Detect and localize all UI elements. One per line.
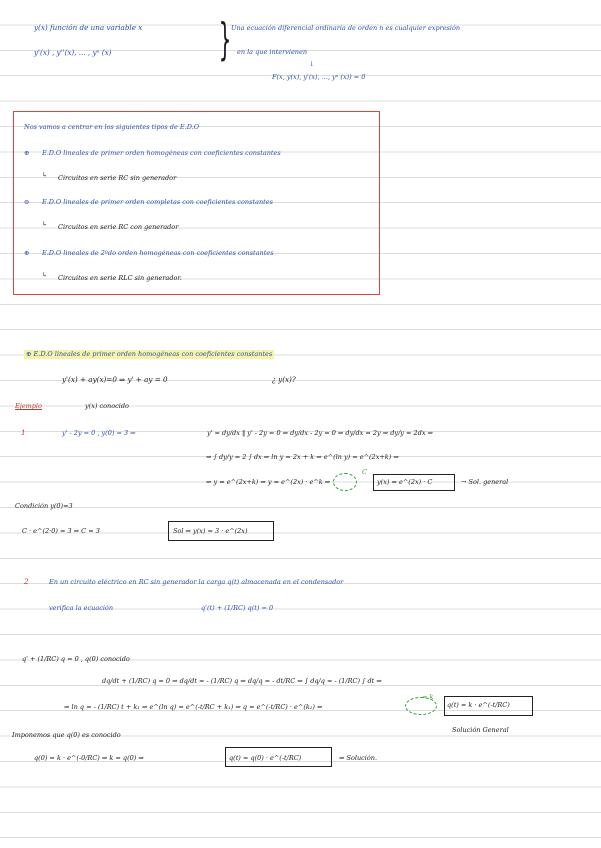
impose-text: Imponemos que q(0) es conocido [12, 731, 121, 739]
condition-equation: C · e^(2·0) = 3 ⇒ C = 3 [22, 527, 100, 535]
intro-arrow: ↓ [309, 60, 315, 68]
solution-2-line-2: dq/dt + (1/RC) q = 0 ⇒ dq/dt = - (1/RC) q ⇒ dq/q = - dt/RC ⇒ ∫ dq/q = - (1/RC) ∫ dt ⇒ [102, 677, 382, 685]
box-item-2-sub: Circuitos en serie RC con generador [58, 223, 179, 231]
box-item-1-sub: Circuitos en serie RC sin generador [58, 174, 177, 182]
final-solution-text: q(t) = q(0) · e^(-t/RC) [229, 754, 302, 762]
example-1-boxed: y(x) = e^(2x) · C [377, 478, 433, 486]
solution-2-line-3: ⇒ ln q = - (1/RC) t + k₁ ⇒ e^(ln q) = e^(-t/RC + k₁) ⇒ q = e^(-t/RC) · e^(k₁) ⇒ [64, 703, 323, 711]
box-item-3-bullet: ⊕ [24, 249, 30, 257]
intro-line2-right: en la que intervienen [237, 48, 308, 56]
constant-k-label: = k [422, 693, 434, 701]
box-item-1-title: E.D.O lineales de primer orden homogéneas con coeficientes constantes [42, 149, 281, 157]
example-2-equation: q'(t) + (1/RC) q(t) = 0 [201, 604, 274, 612]
section-title: ⊕ E.D.O lineales de primer orden homogéneas con coeficientes constantes [26, 350, 273, 358]
example-1-given: y' - 2y = 0 , y(0) = 3 ⇒ [62, 429, 136, 437]
condition-label: Condición y(0)=3 [15, 502, 73, 510]
intro-line3-right: F(x, y(x), y'(x), ..., yⁿ (x)) = 0 [272, 73, 366, 81]
intro-line1-left: y(x) función de una variable x [34, 23, 143, 32]
example-1-row-2: ⇒ ∫ dy/y = 2 ∫ dx ⇒ ln y = 2x + k ⇒ e^(ln y) = e^(2x+k) ⇒ [206, 453, 399, 461]
box-heading: Nos vamos a centrar en los siguientes tipos de E.D.O [24, 123, 200, 131]
box-item-2-arrow: ↳ [42, 220, 48, 228]
box-item-2-title: E.D.O lineales de primer orden completas con coeficientes constantes [42, 198, 273, 206]
box-item-3-title: E.D.O lineales de 2ºdo orden homogéneas con coeficientes constantes [42, 249, 274, 257]
constant-c-label: C [362, 468, 367, 476]
example-1-general-label: → Sol. general [461, 478, 509, 486]
final-equation-b: ⇒ Solución. [339, 754, 378, 762]
curly-brace: } [218, 14, 232, 65]
constant-circle [333, 473, 357, 491]
section-question: ¿ y(x)? [272, 375, 296, 384]
box-item-2-bullet: ⊖ [24, 198, 30, 206]
example-2-text-2: verifica la ecuación [49, 604, 114, 612]
example-1-row-3: ⇒ y = e^(2x+k) ⇒ y = e^(2x) · e^k ⇒ [206, 478, 331, 486]
ejemplo-note: y(x) conocido [85, 402, 129, 410]
solution-2-boxed: q(t) = k · e^(-t/RC) [447, 701, 510, 709]
solution-text: Sol ⇒ y(x) = 3 · e^(2x) [173, 527, 248, 535]
solution-2-line-1: q' + (1/RC) q = 0 , q(0) conocido [22, 655, 130, 663]
intro-line2-left: y'(x) , y''(x), ... , yⁿ (x) [34, 48, 112, 57]
box-item-3-arrow: ↳ [42, 271, 48, 279]
solution-2-general-label: Solución General [452, 726, 509, 734]
final-equation-a: q(0) = k · e^(-0/RC) ⇒ k = q(0) ⇒ [34, 754, 144, 762]
example-2-number: 2 [24, 577, 29, 586]
box-item-1-bullet: ⊕ [24, 149, 30, 157]
section-equation: y'(x) + ay(x)=0 ⇒ y' + ay = 0 [62, 375, 168, 384]
example-1-number: 1 [21, 428, 26, 437]
intro-line1-right: Una ecuación diferencial ordinaria de orden n es cualquier expresión [231, 24, 461, 32]
example-1-row-1: y' = dy/dx ‖ y' - 2y = 0 ⇒ dy/dx - 2y = 0 ⇒ dy/dx = 2y ⇒ dy/y = 2dx ⇒ [207, 429, 433, 437]
ejemplo-label: Ejemplo [15, 402, 42, 410]
box-item-3-sub: Circuitos en serie RLC sin generador. [58, 274, 182, 282]
example-2-text-1: En un circuito eléctrico en RC sin generador la carga q(t) almacenada en el condensador [49, 578, 344, 586]
box-item-1-arrow: ↳ [42, 171, 48, 179]
